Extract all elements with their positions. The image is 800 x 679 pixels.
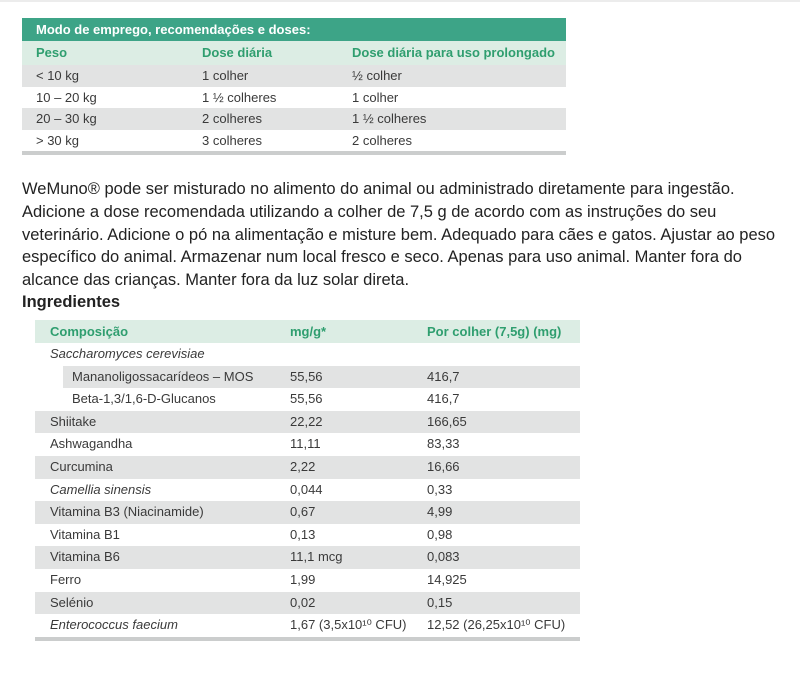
ingredient-mg-per-g: 0,13 [290,526,316,542]
dosage-table-title: Modo de emprego, recomendações e doses: [22,18,566,41]
ingredient-row [35,546,580,569]
ingredient-per-scoop [427,343,580,366]
ingredient-row [35,343,580,366]
daily-dose-cell: 1 ½ colheres [202,89,277,105]
daily-dose-cell: 3 colheres [202,132,262,148]
ingredient-row [35,614,580,637]
ingredient-per-scoop: 16,66 [427,458,460,474]
ingredients-header [35,320,580,343]
ingredient-name: Ashwagandha [50,436,133,452]
ingredient-mg-per-g: 0,02 [290,594,316,610]
weight-cell: 20 – 30 kg [36,111,97,126]
ingredient-per-scoop: 416,7 [427,391,460,407]
ingredient-mg-per-g: 1,99 [290,571,316,587]
ingredient-row [35,479,580,502]
ingredient-name: Enterococcus faecium [50,617,178,633]
ingredient-name: Camellia sinensis [50,481,152,497]
prolonged-dose-cell: 1 colher [352,89,399,105]
header-cell-composition: Composição [50,324,129,339]
ingredient-name: Curcumina [50,458,113,474]
ingredient-mg-per-g: 0,044 [290,481,323,497]
top-divider [0,0,800,2]
ingredient-name: Vitamina B3 (Niacinamide) [50,504,204,520]
ingredient-per-scoop: 0,33 [427,481,453,497]
ingredient-mg-per-g: 55,56 [290,368,323,384]
ingredient-per-scoop: 83,33 [427,436,460,452]
prolonged-dose-cell: 1 ½ colheres [352,111,427,126]
ingredient-row [35,366,580,389]
ingredient-mg-per-g: 11,1 mcg [290,549,343,565]
ingredient-row [35,388,580,411]
daily-dose-cell: 2 colheres [202,111,262,126]
ingredient-per-scoop: 14,925 [427,571,467,587]
description-line: veterinário. Adicione o pó na alimentação e misture bem. Adequado para cães e gatos. Ajustar ao peso [22,225,776,244]
ingredient-mg-per-g: 1,67 (3,5x10¹⁰ CFU) [290,617,407,633]
ingredient-mg-per-g: 22,22 [290,413,323,429]
ingredient-name: Beta-1,3/1,6-D-Glucanos [72,391,216,407]
ingredient-per-scoop: 0,15 [427,594,453,610]
dosage-row [22,108,566,130]
daily-dose-cell: 1 colher [202,68,249,83]
ingredient-per-scoop: 12,52 (26,25x10¹⁰ CFU) [427,617,566,633]
ingredients-heading: Ingredientes [22,293,121,311]
ingredient-name: Saccharomyces cerevisiae [50,346,205,361]
ingredient-row [35,456,580,479]
table-bottom-border [35,637,580,641]
description-line: WeMuno® pode ser misturado no alimento do animal ou administrado diretamente para ingestão. [22,180,735,198]
ingredient-name: Vitamina B6 [50,549,120,565]
weight-cell: 10 – 20 kg [36,89,97,105]
ingredient-name: Ferro [50,571,82,587]
ingredient-mg-per-g [290,343,427,366]
prolonged-dose-cell: 2 colheres [352,132,412,148]
ingredient-row [35,411,580,434]
header-cell-per-scoop: Por colher (7,5g) (mg) [427,324,562,339]
header-cell-daily-dose: Dose diária [202,45,273,60]
description-paragraph [22,178,775,292]
ingredient-per-scoop: 166,65 [427,413,467,429]
header-cell-mg-per-g: mg/g* [290,324,327,339]
ingredient-per-scoop: 4,99 [427,504,453,520]
ingredient-row [35,524,580,547]
ingredient-name: Mananoligossacarídeos – MOS [72,368,254,384]
dosage-row [22,130,566,152]
ingredient-row [35,592,580,615]
ingredient-per-scoop: 0,083 [427,549,460,565]
description-line: específico do animal. Armazenar num local fresco e seco. Apenas para uso animal. Manter fora do [22,248,742,267]
weight-cell: > 30 kg [36,132,80,148]
weight-cell: < 10 kg [36,68,80,83]
ingredient-per-scoop: 0,98 [427,526,453,542]
description-line: alcance das crianças. Manter fora da luz solar direta. [22,271,410,289]
ingredient-mg-per-g: 2,22 [290,458,316,474]
description-line: Adicione a dose recomendada utilizando a colher de 7,5 g de acordo com as instruções do seu [22,202,717,221]
dosage-row [22,87,566,109]
ingredient-mg-per-g: 11,11 [290,436,321,452]
prolonged-dose-cell: ½ colher [352,68,402,83]
ingredient-per-scoop: 416,7 [427,368,460,384]
ingredient-name: Shiitake [50,413,97,429]
ingredient-mg-per-g: 55,56 [290,391,323,407]
ingredient-row [35,433,580,456]
dosage-table [22,18,566,155]
dosage-row [22,65,566,87]
header-cell-prolonged-dose: Dose diária para uso prolongado [352,45,555,60]
ingredients-table [35,320,580,641]
dosage-table-header [22,41,566,65]
ingredient-mg-per-g: 0,67 [290,504,316,520]
ingredient-name: Selénio [50,594,94,610]
ingredient-row [35,569,580,592]
ingredient-row [35,501,580,524]
header-cell-weight: Peso [36,45,68,60]
ingredient-name: Vitamina B1 [50,526,120,542]
table-bottom-border [22,151,566,155]
